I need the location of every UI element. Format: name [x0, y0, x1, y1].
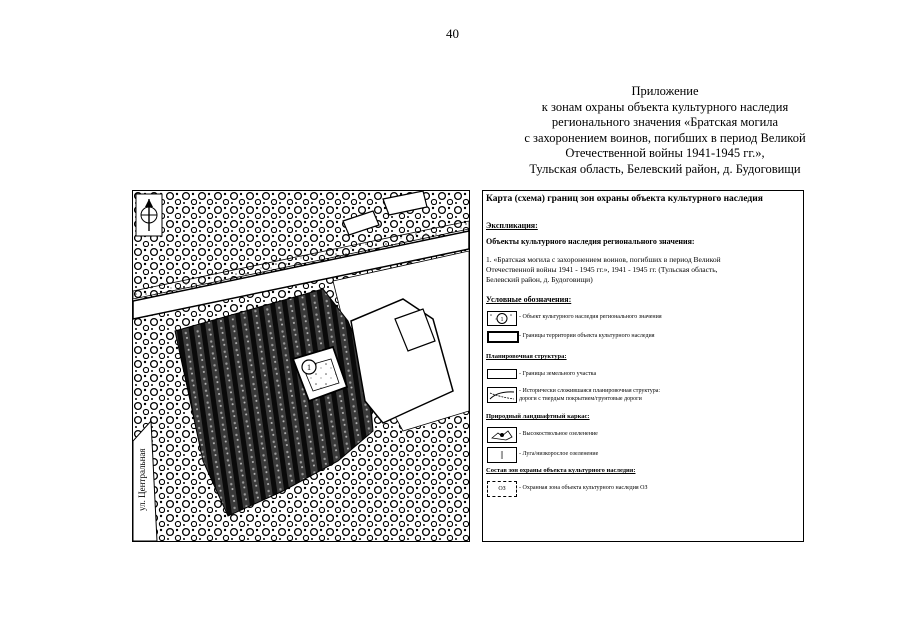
zone-symbol: ОЗ	[487, 481, 517, 497]
planning-heading: Планировочная структура:	[486, 353, 567, 360]
object-symbol-label: 1	[500, 317, 504, 323]
appendix-header	[495, 84, 835, 177]
page-number: 40	[446, 26, 459, 41]
road-symbol	[487, 387, 517, 403]
north-arrow-icon	[136, 194, 162, 236]
legend-territory-text: - Границы территории объекта культурного наследия	[519, 333, 655, 339]
appendix-line: Тульская область, Белевский район, д. Будоговищи	[529, 161, 801, 176]
meadow-symbol: ||	[487, 447, 517, 463]
trees-symbol	[487, 427, 517, 443]
conventions-heading: Условные обозначения:	[486, 295, 572, 304]
natural-heading: Природный ландшафтный каркас:	[486, 413, 590, 420]
appendix-line: с захоронением воинов, погибших в период Великой	[524, 130, 806, 145]
legend-title: Карта (схема) границ зон охраны объекта культурного наследия	[486, 194, 763, 204]
legend-land-plot-text: - Границы земельного участка	[519, 371, 597, 377]
appendix-line: Приложение	[631, 84, 699, 98]
object-marker-label: 1	[307, 363, 311, 372]
legend-meadow-text: - Луга/низкорослое озеленение	[519, 451, 599, 457]
tree-icon	[488, 428, 516, 442]
legend-panel	[482, 190, 804, 542]
legend-object-text: - Объект культурного наследия регионального значения	[519, 314, 662, 320]
zones-heading: Состав зон охраны объекта культурного наследия:	[486, 467, 636, 474]
object-symbol	[487, 311, 517, 326]
legend-historic-line: - Исторически сложившаяся планировочная структура:	[519, 388, 661, 394]
map-scheme	[132, 190, 470, 542]
land-plot-symbol	[487, 369, 517, 379]
legend-trees-text: - Высокоствольное озеленение	[519, 431, 598, 437]
explication-heading: Экспликация:	[486, 221, 538, 230]
road-symbol-icon	[488, 388, 516, 402]
object-symbol-icon	[488, 312, 516, 325]
legend-historic-line: дороги с твердым покрытием/грунтовые дороги	[519, 396, 642, 402]
appendix-line: Отечественной войны 1941-1945 гг.»,	[565, 146, 765, 160]
legend-zone-text: - Охранная зона объекта культурного наследия ОЗ	[519, 485, 648, 491]
object-desc-line: Отечественной войны 1941 - 1945 гг.», 1941 - 1945 гг. (Тульская область,	[486, 265, 718, 274]
appendix-line: регионального значения «Братская могила	[551, 115, 779, 129]
appendix-line: к зонам охраны объекта культурного наследия	[541, 99, 789, 114]
object-desc-line: Белевский район, д. Будоговищи)	[486, 275, 593, 284]
objects-heading: Объекты культурного наследия регионального значения:	[486, 237, 695, 246]
territory-symbol	[487, 331, 519, 343]
object-desc-line: 1. «Братская могила с захоронением воинов, погибших в период Великой	[486, 255, 721, 264]
object-description	[486, 255, 721, 285]
map-canvas	[133, 191, 469, 541]
street-label: ул. Центральная	[137, 448, 147, 511]
legend-historic-text	[519, 387, 660, 403]
